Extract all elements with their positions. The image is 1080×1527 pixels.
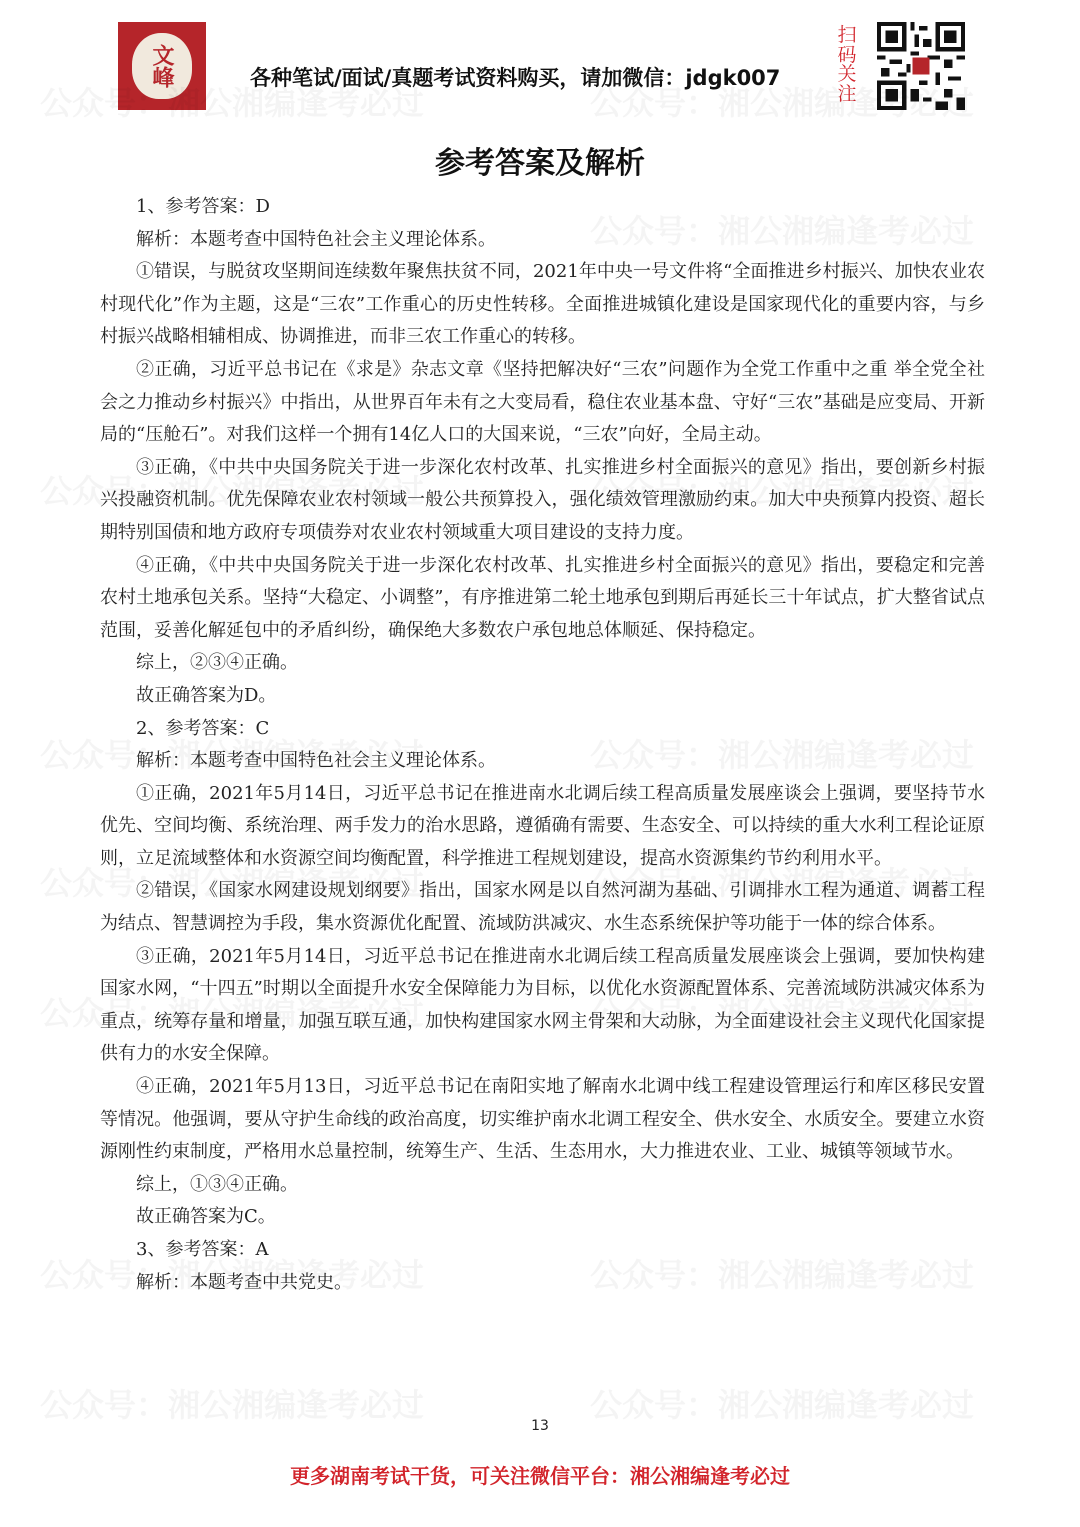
page-title: 参考答案及解析	[435, 146, 645, 181]
page-number: 13	[531, 1418, 549, 1434]
answer-content	[100, 191, 985, 1299]
paragraph: 综上，①③④正确。	[136, 1173, 298, 1195]
paragraph: 解析：本题考查中共党史。	[136, 1271, 352, 1293]
paragraph: ④正确，2021年5月13日，习近平总书记在南阳实地了解南水北调中线工程建设管理运行和库区移民安置等情况。他强调，要从守护生命线的政治高度，切实维护南水北调工程安全、供水安全、水质安全。要建立水资源刚性约束制度，严格用水总量控制，统筹生产、生活、生态用水，大力推进农业、工业、城镇等领域节水。	[100, 1076, 985, 1163]
paragraph: 故正确答案为D。	[136, 684, 277, 706]
paragraph: ②正确，习近平总书记在《求是》杂志文章《坚持把解决好“三农”问题作为全党工作重中之重 举全党全社会之力推动乡村振兴》中指出，从世界百年未有之大变局看，稳住农业基本盘、守好“三农”基础是应变局、开新局的“压舱石”。对我们这样一个拥有14亿人口的大国来说，“三农”向好，全局主动。	[100, 358, 985, 446]
header-contact-text: 各种笔试/面试/真题考试资料购买，请加微信：jdgk007	[250, 66, 781, 90]
paragraph: 故正确答案为C。	[136, 1206, 276, 1228]
paragraph: ③正确，2021年5月14日，习近平总书记在推进南水北调后续工程高质量发展座谈会上强调，要加快构建国家水网，“十四五”时期以全面提升水安全保障能力为目标，以优化水资源配置体系、完善流域防洪减灾体系为重点，统筹存量和增量，加强互联互通，加快构建国家水网主骨架和大动脉，为全面建设社会主义现代化国家提供有力的水安全保障。	[100, 945, 985, 1065]
paragraph: ①正确，2021年5月14日，习近平总书记在推进南水北调后续工程高质量发展座谈会上强调，要坚持节水优先、空间均衡、系统治理、两手发力的治水思路，遵循确有需要、生态安全、可以持续的重大水利工程论证原则，立足流域整体和水资源空间均衡配置，科学推进工程规划建设，提高水资源集约节约利用水平。	[100, 782, 985, 869]
logo-seal: 文峰	[132, 33, 192, 99]
paragraph: ④正确，《中共中央国务院关于进一步深化农村改革、扎实推进乡村全面振兴的意见》指出，要稳定和完善农村土地承包关系。坚持“大稳定、小调整”，有序推进第二轮土地承包到期后再延长三十年试点，扩大整省试点范围，妥善化解延包中的矛盾纠纷，确保绝大多数农户承包地总体顺延、保持稳定。	[100, 554, 985, 641]
footer-promo-text: 更多湖南考试干货，可关注微信平台：湘公湘编逢考必过	[290, 1464, 790, 1488]
paragraph: 3、参考答案：A	[136, 1239, 269, 1260]
brand-logo	[118, 22, 206, 110]
paragraph: ①错误，与脱贫攻坚期间连续数年聚焦扶贫不同，2021年中央一号文件将“全面推进乡村振兴、加快农业农村现代化”作为主题，这是“三农”工作重心的历史性转移。全面推进城镇化建设是国家现代化的重要内容，与乡村振兴战略相辅相成、协调推进，而非三农工作重心的转移。	[100, 261, 985, 348]
paragraph: ③正确，《中共中央国务院关于进一步深化农村改革、扎实推进乡村全面振兴的意见》指出，要创新乡村振兴投融资机制。优先保障农业农村领域一般公共预算投入，强化绩效管理激励约束。加大中央预算内投资、超长期特别国债和地方政府专项债券对农业农村领域重大项目建设的支持力度。	[100, 456, 985, 543]
scan-follow-label: 扫码关注	[837, 24, 857, 105]
paragraph: ②错误，《国家水网建设规划纲要》指出，国家水网是以自然河湖为基础、引调排水工程为通道、调蓄工程为结点、智慧调控为手段，集水资源优化配置、流域防洪减灾、水生态系统保护等功能于一体的综合体系。	[100, 880, 985, 935]
paragraph: 解析：本题考查中国特色社会主义理论体系。	[136, 750, 496, 772]
paragraph: 解析：本题考查中国特色社会主义理论体系。	[136, 228, 496, 250]
paragraph: 综上，②③④正确。	[136, 652, 298, 674]
qr-code-icon[interactable]	[877, 22, 965, 110]
paragraph: 1、参考答案：D	[136, 196, 270, 217]
paragraph: 2、参考答案：C	[136, 717, 270, 739]
